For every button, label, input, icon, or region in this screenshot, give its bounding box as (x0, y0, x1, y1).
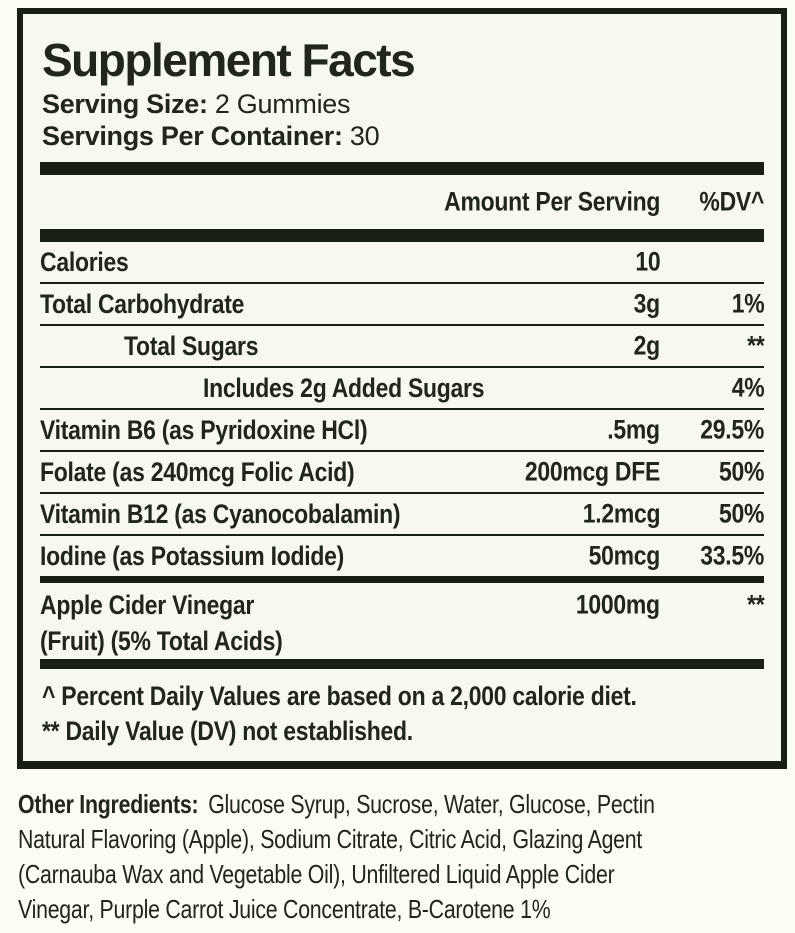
nutrient-dv: 50% (718, 456, 764, 487)
servings-per-container-label: Servings Per Container: (42, 121, 343, 151)
nutrient-dv: 4% (731, 372, 764, 403)
table-row (40, 583, 764, 659)
footnotes (42, 679, 764, 749)
nutrient-amount: 200mcg DFE (524, 456, 660, 487)
other-ingredients-heading: Other Ingredients: (18, 789, 199, 819)
nutrient-dv: ** (746, 589, 764, 620)
servings-per-container-value: 30 (349, 121, 380, 151)
nutrient-amount: 50mcg (588, 540, 660, 571)
other-ingredients-text-3: (Carnauba Wax and Vegetable Oil), Unfiltered Liquid Apple Cider (18, 859, 615, 889)
supplement-facts-panel (17, 8, 787, 769)
serving-size-line (42, 88, 764, 120)
table-row (40, 452, 764, 492)
table-row (40, 494, 764, 534)
nutrient-name: Apple Cider Vinegar (Fruit) (5% Total Acids) (40, 590, 283, 656)
footnote-not-established: ** Daily Value (DV) not established. (42, 716, 413, 746)
other-ingredients-text-1: Glucose Syrup, Sucrose, Water, Glucose, Pectin (208, 789, 655, 819)
nutrient-amount: 3g (633, 288, 660, 319)
table-row (40, 326, 764, 366)
nutrient-dv: 1% (731, 288, 764, 319)
nutrient-amount: 2g (633, 330, 660, 361)
nutrient-name: Includes 2g Added Sugars (203, 372, 485, 403)
nutrient-amount: .5mg (607, 414, 660, 445)
nutrient-amount: 1000mg (576, 589, 660, 620)
other-ingredients (18, 787, 777, 927)
nutrient-name: Total Sugars (124, 330, 259, 361)
divider (40, 576, 764, 583)
other-ingredients-line-3 (18, 857, 777, 892)
nutrient-name: Folate (as 240mcg Folic Acid) (40, 456, 355, 487)
nutrient-name: Vitamin B12 (as Cyanocobalamin) (40, 498, 401, 529)
other-ingredients-text-2: Natural Flavoring (Apple), Sodium Citrate, Citric Acid, Glazing Agent (18, 824, 643, 854)
other-ingredients-line-4 (18, 892, 777, 927)
nutrient-table (40, 242, 764, 669)
nutrient-amount: 1.2mcg (582, 498, 660, 529)
table-row (40, 536, 764, 576)
table-row (40, 410, 764, 450)
serving-size-label: Serving Size: (42, 89, 208, 119)
divider (40, 659, 764, 669)
nutrient-dv: 50% (718, 498, 764, 529)
amount-column-header: Amount Per Serving (443, 186, 660, 217)
nutrient-name: Iodine (as Potassium Iodide) (40, 540, 345, 571)
nutrient-dv: 29.5% (700, 414, 764, 445)
nutrient-amount: 10 (634, 246, 660, 277)
dv-header-cell (660, 175, 764, 229)
nutrient-amount (470, 368, 660, 408)
table-row (40, 242, 764, 282)
nutrient-dv: 33.5% (700, 540, 764, 571)
table-row (40, 284, 764, 324)
divider-thick-top (40, 162, 764, 175)
table-row (40, 368, 764, 408)
nutrient-dv (660, 242, 764, 282)
serving-size-value: 2 Gummies (214, 89, 351, 119)
nutrient-name: Total Carbohydrate (40, 288, 245, 319)
footnote-daily-values: ^ Percent Daily Values are based on a 2,000 calorie diet. (42, 681, 637, 711)
divider-thick-under-header (40, 229, 764, 242)
nutrient-dv: ** (746, 330, 764, 361)
nutrient-name: Calories (40, 246, 129, 277)
panel-title: Supplement Facts (42, 34, 415, 86)
dv-column-header: %DV^ (699, 186, 764, 217)
nutrient-name: Vitamin B6 (as Pyridoxine HCl) (40, 414, 368, 445)
servings-per-container-line (42, 120, 764, 152)
label-page (0, 8, 795, 933)
other-ingredients-text-4: Vinegar, Purple Carrot Juice Concentrate, B-Carotene 1% (18, 894, 551, 924)
amount-header-cell (443, 175, 660, 229)
panel-content (40, 34, 764, 749)
column-header-row (40, 175, 764, 229)
other-ingredients-line-2 (18, 822, 777, 857)
other-ingredients-line-1 (18, 787, 777, 822)
